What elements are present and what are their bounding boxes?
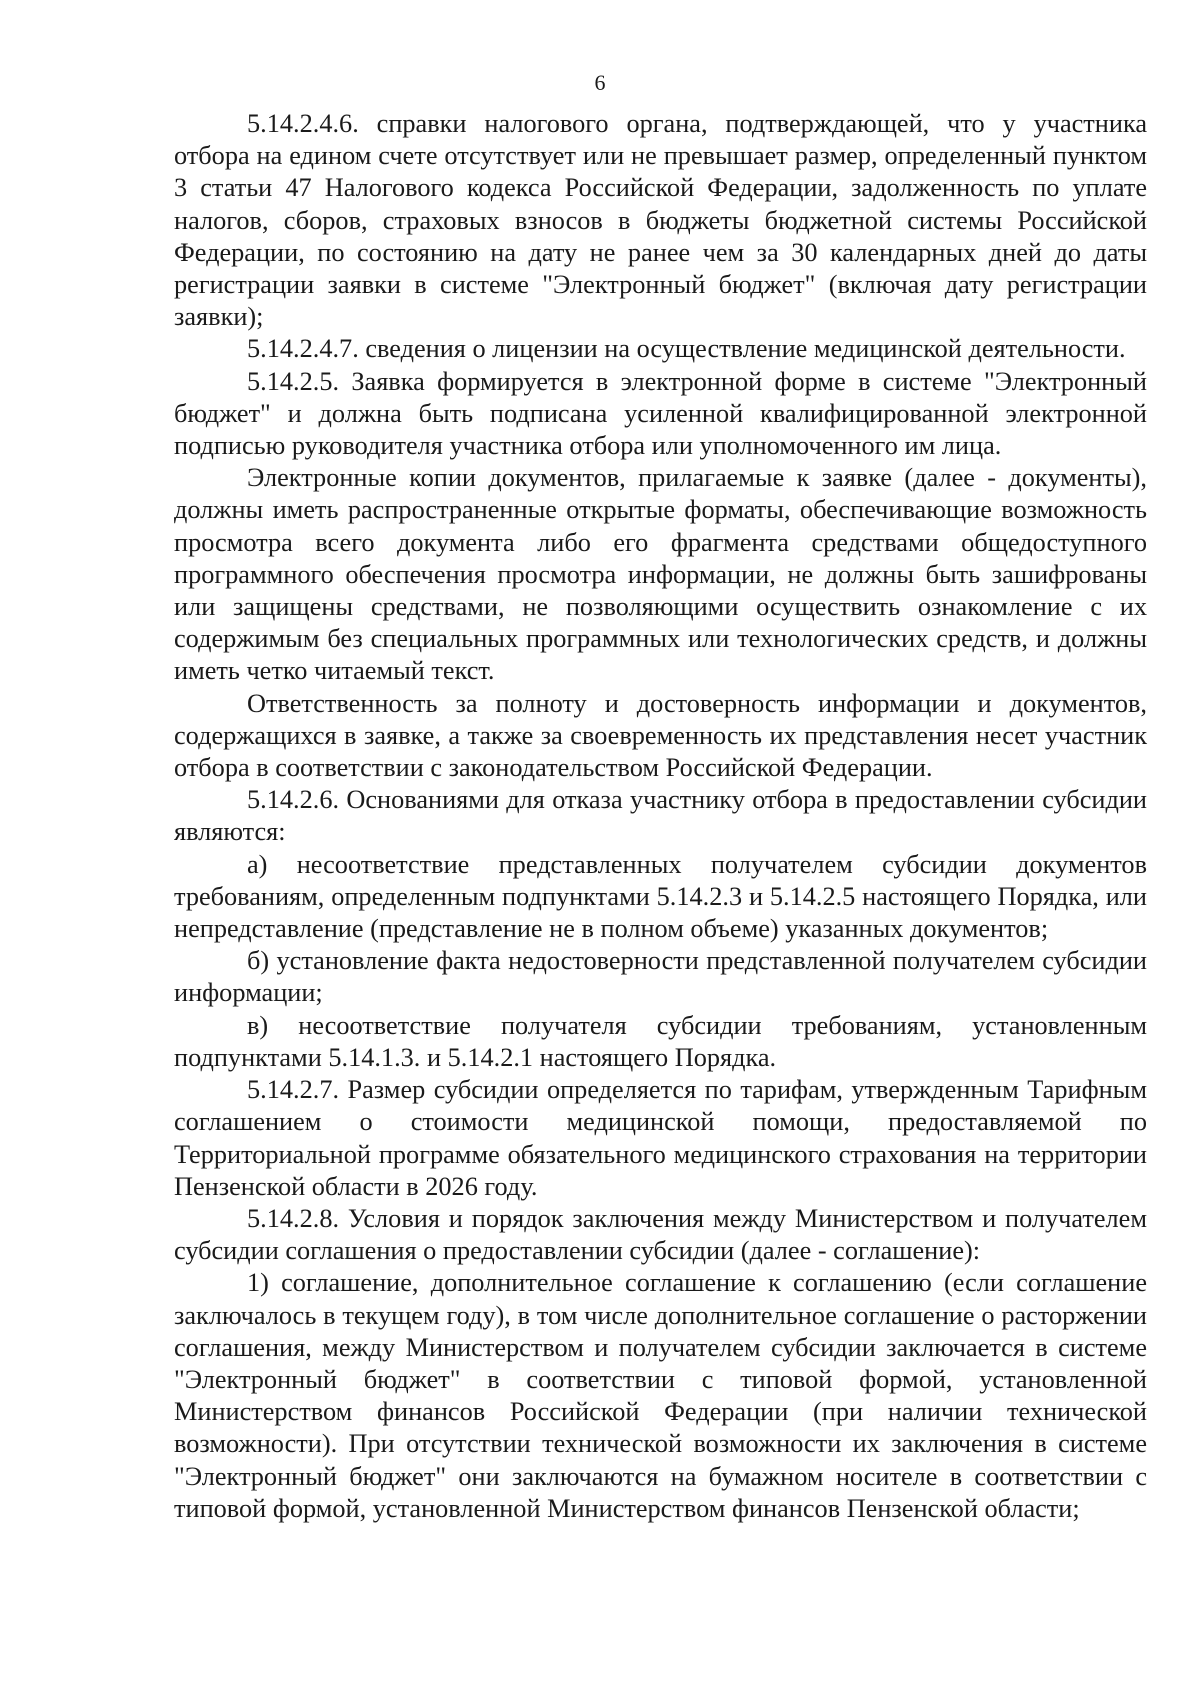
paragraph-electronic-copies: Электронные копии документов, прилагаемые к заявке (далее - документы), должны иметь распространенные открытые форматы, обеспечивающие возможность просмотра всего документа либо его фрагмента средствами общедоступного программного обеспечения просмотра информации, не должны быть зашифрованы или защищены средствами, не позволяющими осуществить ознакомление с их содержимым без специальных программных или технологических средств, и должны иметь четко читаемый текст. (174, 463, 1147, 686)
paragraph-5-14-2-5: 5.14.2.5. Заявка формируется в электронной форме в системе "Электронный бюджет" и должна быть подписана усиленной квалифицированной электронной подписью руководителя участника отбора или уполномоченного им лица. (174, 366, 1147, 461)
list-item-b: б) установление факта недостоверности представленной получателем субсидии информации; (174, 946, 1147, 1008)
list-item-v: в) несоответствие получателя субсидии требованиям, установленным подпунктами 5.14.1.3. и 5.14.2.1 настоящего Порядка. (174, 1010, 1147, 1072)
list-item-1: 1) соглашение, дополнительное соглашение к соглашению (если соглашение заключалось в текущем году), в том числе дополнительное соглашение о расторжении соглашения, между Министерством и получателем субсидии заключается в системе "Электронный бюджет" в соответствии с типовой формой, установленной Министерством финансов Российской Федерации (при наличии технической возможности). При отсутствии технической возможности их заключения в системе "Электронный бюджет" они заключаются на бумажном носителе в соответствии с типовой формой, установленной Министерством финансов Пензенской области; (174, 1268, 1147, 1523)
page-number: 6 (594, 70, 606, 95)
paragraph-5-14-2-6: 5.14.2.6. Основаниями для отказа участнику отбора в предоставлении субсидии являются: (174, 785, 1147, 847)
document-body (174, 108, 1147, 1525)
paragraph-5-14-2-4-7: 5.14.2.4.7. сведения о лицензии на осуществление медицинской деятельности. (247, 334, 1126, 364)
list-item-a: а) несоответствие представленных получателем субсидии документов требованиям, определенным подпунктами 5.14.2.3 и 5.14.2.5 настоящего Порядка, или непредставление (представление не в полном объеме) указанных документов; (174, 849, 1147, 944)
paragraph-5-14-2-7: 5.14.2.7. Размер субсидии определяется по тарифам, утвержденным Тарифным соглашением о стоимости медицинской помощи, предоставляемой по Территориальной программе обязательного медицинского страхования на территории Пензенской области в 2026 году. (174, 1075, 1147, 1201)
paragraph-5-14-2-8: 5.14.2.8. Условия и порядок заключения между Министерством и получателем субсидии соглашения о предоставлении субсидии (далее - соглашение): (174, 1203, 1147, 1266)
paragraph-responsibility: Ответственность за полноту и достоверность информации и документов, содержащихся в заявке, а также за своевременность их представления несет участник отбора в соответствии с законодательством Российской Федерации. (174, 688, 1147, 783)
paragraph-5-14-2-4-6: 5.14.2.4.6. справки налогового органа, подтверждающей, что у участника отбора на едином счете отсутствует или не превышает размер, определенный пунктом 3 статьи 47 Налогового кодекса Российской Федерации, задолженность по уплате налогов, сборов, страховых взносов в бюджеты бюджетной системы Российской Федерации, по состоянию на дату не ранее чем за 30 календарных дней до даты регистрации заявки в системе "Электронный бюджет" (включая дату регистрации заявки); (174, 109, 1147, 332)
